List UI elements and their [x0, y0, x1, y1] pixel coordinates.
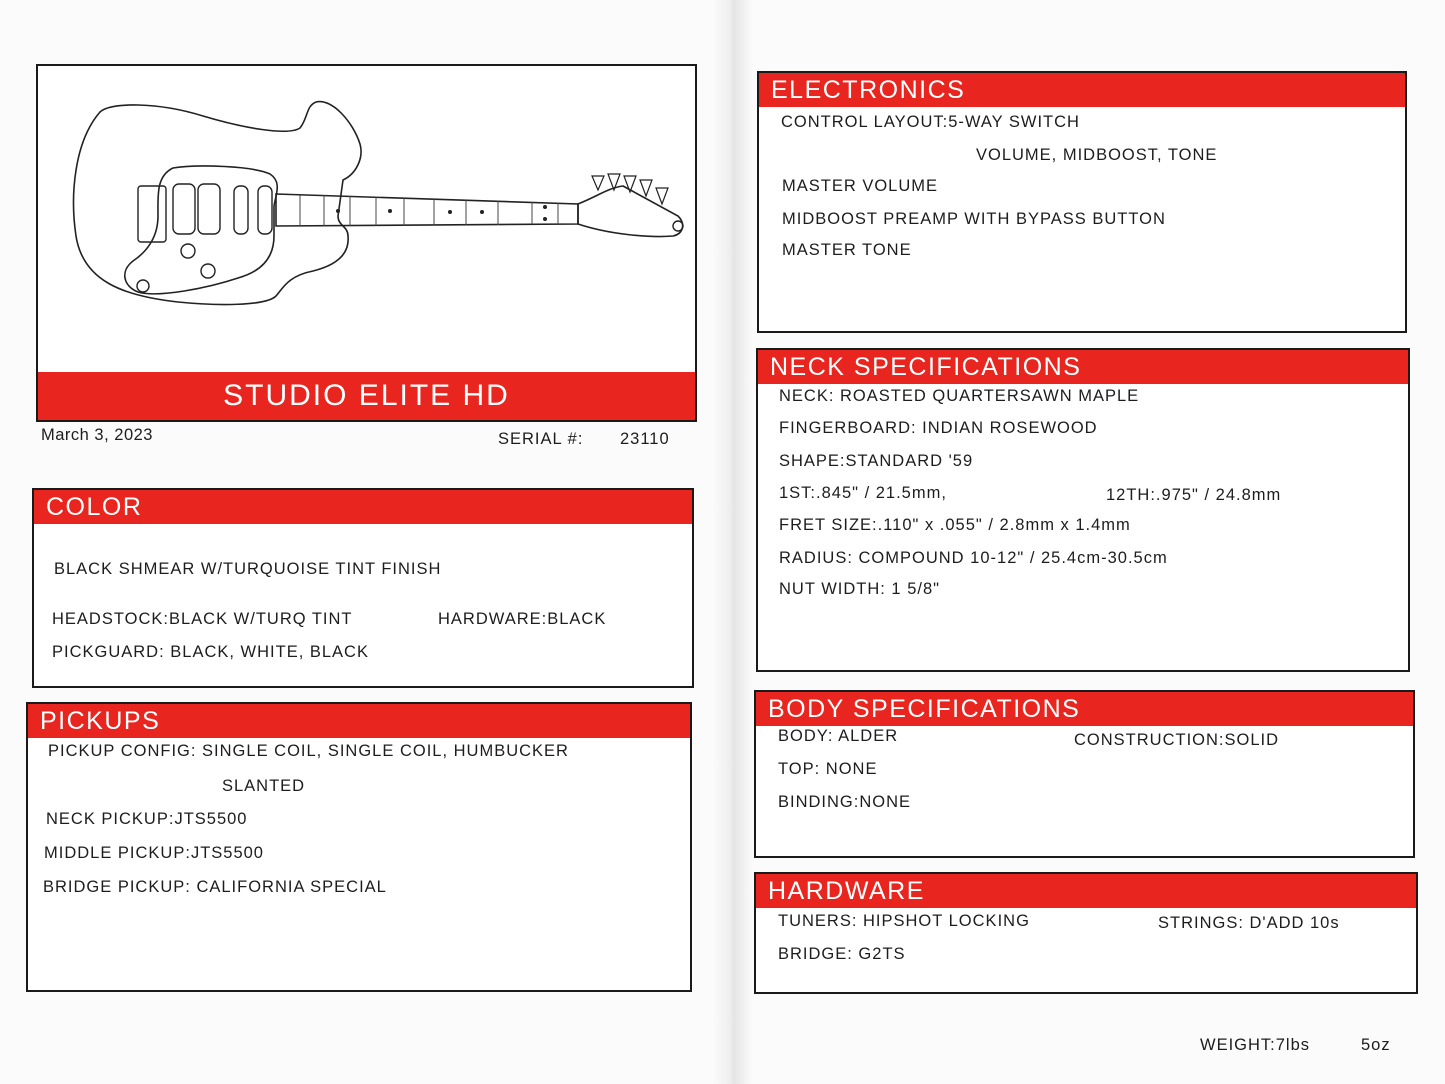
pickup-config-cont: SLANTED — [222, 777, 306, 795]
neck-fret-size: FRET SIZE:.110" x .055" / 2.8mm x 1.4mm — [779, 516, 1131, 534]
neck-shape: SHAPE:STANDARD '59 — [779, 452, 974, 470]
color-finish: BLACK SHMEAR W/TURQUOISE TINT FINISH — [54, 560, 442, 578]
color-hardware: HARDWARE:BLACK — [438, 610, 607, 628]
electronics-section — [757, 71, 1407, 333]
electronics-midboost: MIDBOOST PREAMP WITH BYPASS BUTTON — [782, 210, 1166, 228]
neck-radius: RADIUS: COMPOUND 10-12" / 25.4cm-30.5cm — [779, 549, 1168, 567]
model-title: STUDIO ELITE HD — [38, 372, 695, 420]
pickups-header: PICKUPS — [28, 704, 690, 738]
neck-fingerboard: FINGERBOARD: INDIAN ROSEWOOD — [779, 419, 1098, 437]
weight-oz: 5oz — [1361, 1036, 1391, 1054]
pickups-section — [26, 702, 692, 992]
neck-twelfth-fret: 12TH:.975" / 24.8mm — [1106, 486, 1282, 504]
neck-first-fret: 1ST:.845" / 21.5mm, — [779, 484, 947, 502]
body-construction: CONSTRUCTION:SOLID — [1074, 731, 1280, 749]
body-binding: BINDING:NONE — [778, 793, 912, 811]
color-header: COLOR — [34, 490, 692, 524]
hardware-header: HARDWARE — [756, 874, 1416, 908]
electronics-master-volume: MASTER VOLUME — [782, 177, 939, 195]
weight-label: WEIGHT:7lbs — [1200, 1036, 1311, 1054]
page-fold — [712, 0, 752, 1084]
hardware-tuners: TUNERS: HIPSHOT LOCKING — [778, 912, 1030, 930]
body-section — [754, 690, 1415, 858]
electronics-master-tone: MASTER TONE — [782, 241, 912, 259]
hardware-strings: STRINGS: D'ADD 10s — [1158, 914, 1340, 932]
body-top: TOP: NONE — [778, 760, 878, 778]
neck-wood: NECK: ROASTED QUARTERSAWN MAPLE — [779, 387, 1140, 405]
serial-label: SERIAL #: — [498, 430, 584, 448]
electronics-header: ELECTRONICS — [759, 73, 1405, 107]
build-date: March 3, 2023 — [41, 426, 153, 444]
color-section — [32, 488, 694, 688]
color-headstock: HEADSTOCK:BLACK W/TURQ TINT — [52, 610, 353, 628]
pickup-neck: NECK PICKUP:JTS5500 — [46, 810, 248, 828]
guitar-card — [36, 64, 697, 422]
guitar-drawing-icon — [38, 66, 695, 372]
pickup-bridge: BRIDGE PICKUP: CALIFORNIA SPECIAL — [43, 878, 387, 896]
hardware-section — [754, 872, 1418, 994]
hardware-bridge: BRIDGE: G2TS — [778, 945, 906, 963]
pickup-middle: MIDDLE PICKUP:JTS5500 — [44, 844, 264, 862]
neck-nut-width: NUT WIDTH: 1 5/8" — [779, 580, 940, 598]
electronics-control-cont: VOLUME, MIDBOOST, TONE — [976, 146, 1218, 164]
body-header: BODY SPECIFICATIONS — [756, 692, 1413, 726]
serial-value: 23110 — [620, 430, 670, 448]
body-wood: BODY: ALDER — [778, 727, 899, 745]
neck-section — [756, 348, 1410, 672]
pickup-config: PICKUP CONFIG: SINGLE COIL, SINGLE COIL, HUMBUCKER — [48, 742, 569, 760]
neck-header: NECK SPECIFICATIONS — [758, 350, 1408, 384]
electronics-control: CONTROL LAYOUT:5-WAY SWITCH — [781, 113, 1080, 131]
color-pickguard: PICKGUARD: BLACK, WHITE, BLACK — [52, 643, 369, 661]
